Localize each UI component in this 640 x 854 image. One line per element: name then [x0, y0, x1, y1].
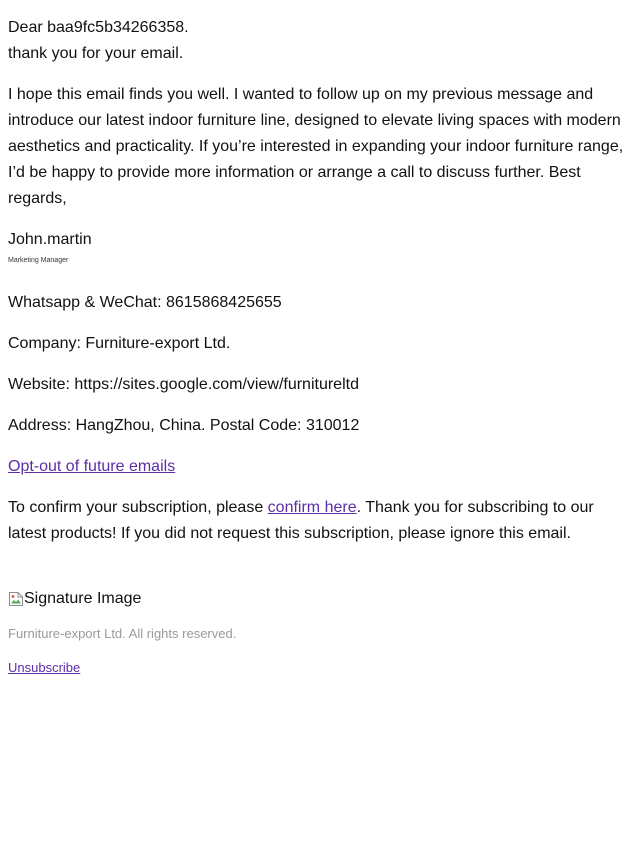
optout-link[interactable]: Opt-out of future emails — [8, 458, 176, 475]
company-line: Company: Furniture-export Ltd. — [8, 335, 231, 352]
greeting: Dear baa9fc5b34266358. — [8, 19, 189, 36]
footer-text: Furniture-export Ltd. All rights reserved. — [8, 626, 237, 641]
unsubscribe-container — [8, 660, 632, 676]
confirm-suffix: . Thank you for subscribing to our latest products! If you did not request this subscription, please ignore this email. — [8, 499, 594, 542]
confirm-prefix: To confirm your subscription, please — [8, 499, 268, 516]
whatsapp-line: Whatsapp & WeChat: 8615868425655 — [8, 294, 282, 311]
thanks-line: thank you for your email. — [8, 45, 184, 62]
sender-title: Marketing Manager — [8, 257, 69, 264]
confirm-link[interactable]: confirm here — [267, 499, 357, 516]
unsubscribe-link[interactable]: Unsubscribe — [8, 660, 81, 675]
broken-image-icon — [8, 591, 24, 607]
sender-name: John.martin — [8, 231, 92, 248]
optout-paragraph — [8, 454, 632, 480]
website-line: Website: https://sites.google.com/view/furnitureltd — [8, 376, 359, 393]
signature-image — [8, 589, 632, 609]
address-line: Address: HangZhou, China. Postal Code: 310012 — [8, 417, 360, 434]
confirm-paragraph — [8, 495, 632, 547]
body-paragraph: I hope this email finds you well. I wanted to follow up on my previous message and introduce our latest indoor furniture line, designed to elevate living spaces with modern aesthetics and practicality. If you’re interested in expanding your indoor furniture range, I’d be happy to provide more information or arrange a call to discuss further. Best regards, — [8, 86, 624, 207]
signature-alt-text: Signature Image — [24, 590, 142, 607]
